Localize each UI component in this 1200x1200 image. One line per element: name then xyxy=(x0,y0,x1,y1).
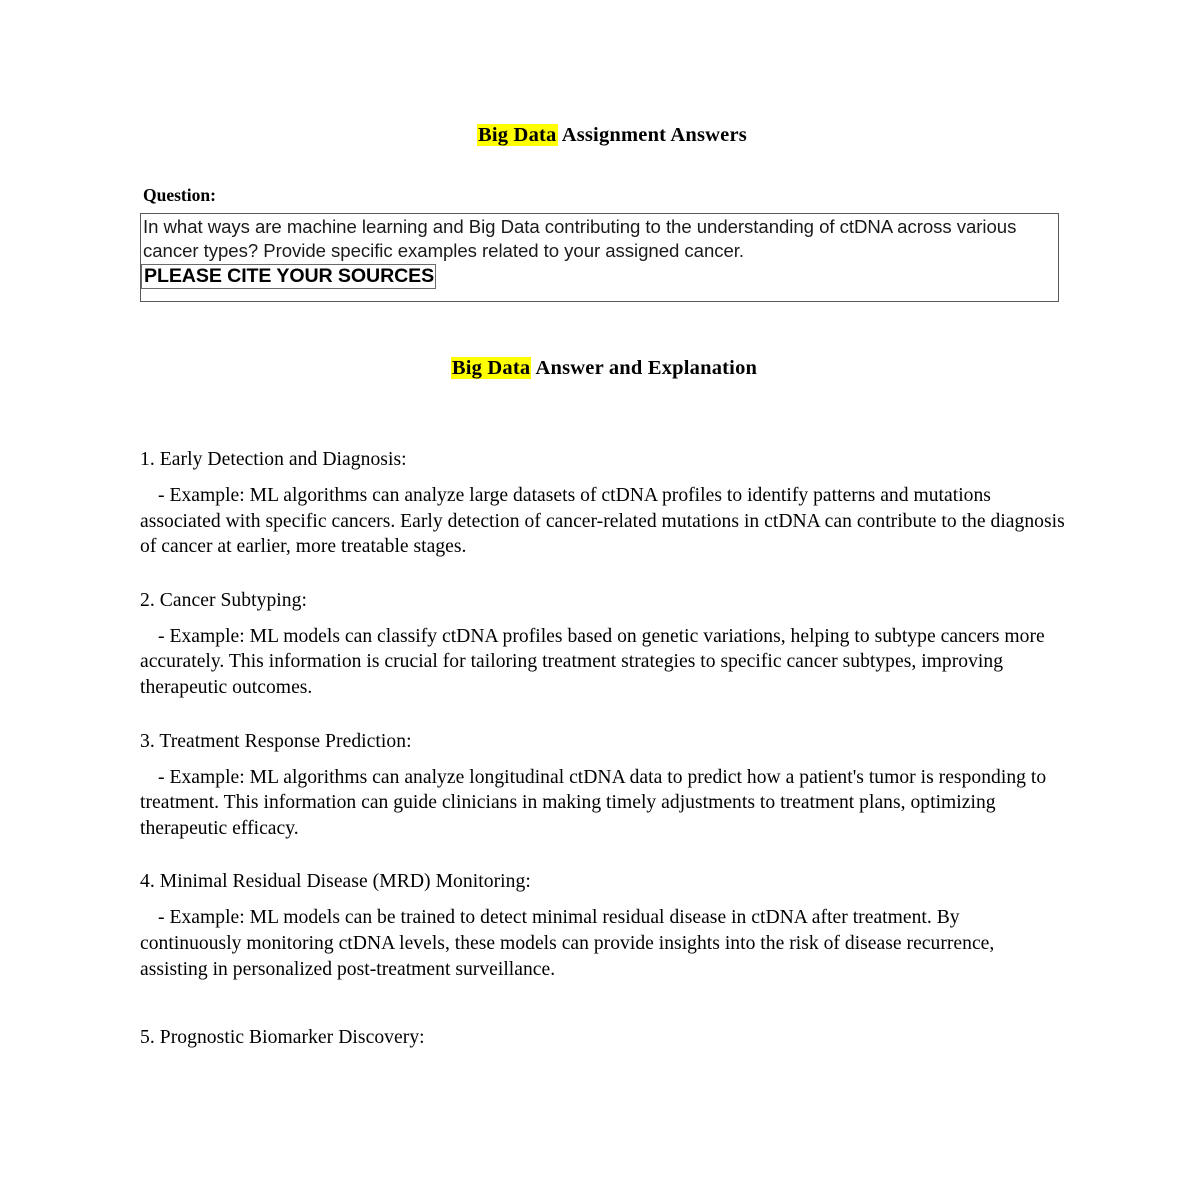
spacer xyxy=(140,473,1065,483)
answer-body xyxy=(140,447,1065,1051)
cite-sources-notice: PLEASE CITE YOUR SOURCES xyxy=(141,264,436,289)
spacer xyxy=(140,982,1065,1025)
spacer xyxy=(140,841,1065,869)
answer-item-body: - Example: ML models can classify ctDNA profiles based on genetic variations, helping to subtype cancers more accurately. This information is crucial for tailoring treatment strategies to specific cancer subtypes, improving therapeutic outcomes. xyxy=(140,625,1045,698)
question-text: In what ways are machine learning and Big Data contributing to the understanding of ctDNA across various cancer types? Provide specific examples related to your assigned cancer. xyxy=(143,216,1017,262)
answer-item xyxy=(140,729,1065,842)
answer-heading-remainder: Answer and Explanation xyxy=(531,357,758,379)
answer-item-body: - Example: ML models can be trained to detect minimal residual disease in ctDNA after treatment. By continuously monitoring ctDNA levels, these models can provide insights into the risk of disease recurrence, assisting in personalized post-treatment surveillance. xyxy=(140,907,995,980)
page-title xyxy=(0,0,1200,147)
answer-item-body: - Example: ML algorithms can analyze large datasets of ctDNA profiles to identify patterns and mutations associated with specific cancers. Early detection of cancer-related mutations in ctDNA can contribute to the diagnosis of cancer at earlier, more treatable stages. xyxy=(140,485,1065,558)
answer-item-heading: 5. Prognostic Biomarker Discovery: xyxy=(140,1027,425,1049)
answer-item-body: - Example: ML algorithms can analyze longitudinal ctDNA data to predict how a patient's tumor is responding to treatment. This information can guide clinicians in making timely adjustments to treatment plans, optimizing therapeutic efficacy. xyxy=(140,766,1047,839)
spacer xyxy=(140,895,1065,905)
spacer xyxy=(140,755,1065,765)
question-label: Question: xyxy=(143,185,216,205)
answer-item xyxy=(140,869,1065,982)
spacer xyxy=(140,614,1065,624)
answer-item xyxy=(140,447,1065,560)
title-remainder: Assignment Answers xyxy=(557,124,747,146)
question-box xyxy=(140,213,1059,302)
title-highlighted-term: Big Data xyxy=(478,124,557,146)
answer-item xyxy=(140,588,1065,701)
answer-item-heading: 3. Treatment Response Prediction: xyxy=(140,730,412,752)
answer-item-heading: 2. Cancer Subtyping: xyxy=(140,589,307,611)
answer-item-heading: 1. Early Detection and Diagnosis: xyxy=(140,449,407,470)
answer-heading-highlighted-term: Big Data xyxy=(451,357,531,379)
answer-item xyxy=(140,1025,1065,1051)
answer-item-heading: 4. Minimal Residual Disease (MRD) Monitoring: xyxy=(140,871,531,893)
spacer xyxy=(140,701,1065,729)
spacer xyxy=(140,560,1065,588)
